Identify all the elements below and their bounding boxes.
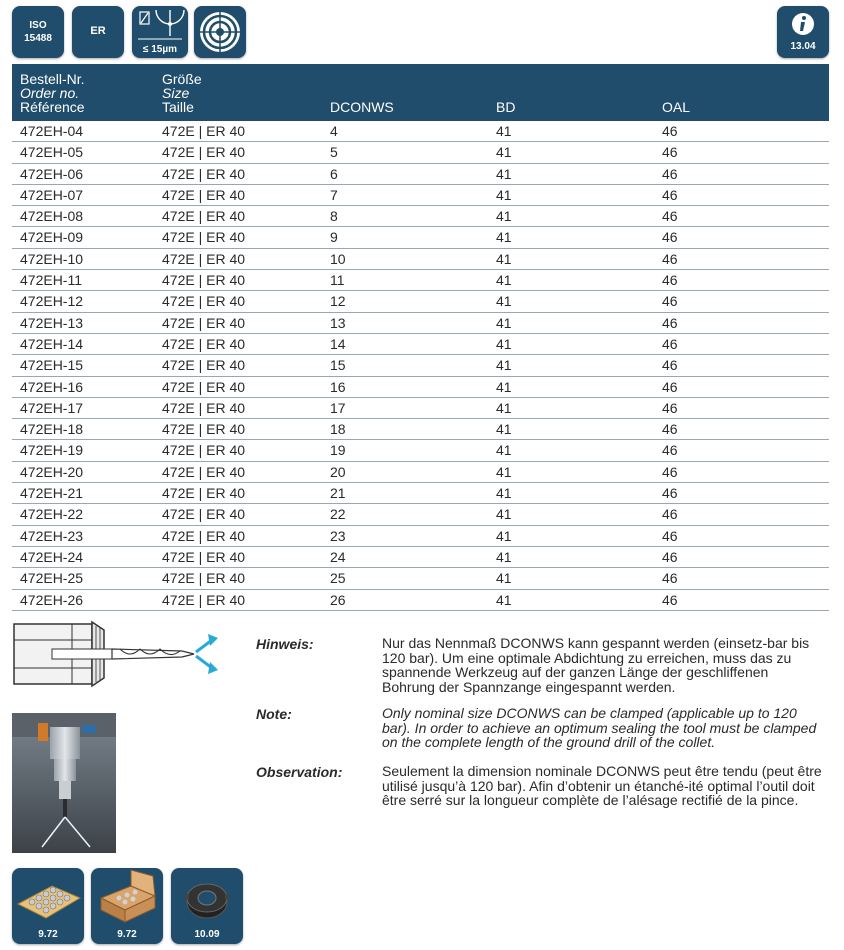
cell-order-number: 472EH-07	[20, 186, 84, 203]
cell-size: 472E | ER 40	[162, 421, 246, 438]
cell-dconws: 13	[330, 314, 346, 331]
product-table-body	[12, 121, 829, 611]
table-row	[12, 419, 829, 440]
note-label-en: Note:	[256, 706, 292, 722]
cell-order-number: 472EH-05	[20, 144, 84, 161]
cell-bd: 41	[496, 250, 512, 267]
cell-bd: 41	[496, 442, 512, 459]
cell-order-number: 472EH-23	[20, 527, 84, 544]
cell-dconws: 16	[330, 378, 346, 395]
cell-dconws: 7	[330, 186, 338, 203]
table-row	[12, 142, 829, 163]
cell-oal: 46	[662, 144, 678, 161]
cell-size: 472E | ER 40	[162, 229, 246, 246]
cell-bd: 41	[496, 485, 512, 502]
cell-size: 472E | ER 40	[162, 144, 246, 161]
cell-order-number: 472EH-25	[20, 570, 84, 587]
header-size-en: Size	[162, 85, 190, 101]
note-text-en: Only nominal size DCONWS can be clamped (applicable up to 120 bar). In order to achieve an optimum sealing the tool must be clamped on the complete length of the ground drill of the collet.	[382, 705, 817, 750]
header-order-fr: Référence	[20, 99, 85, 115]
cell-order-number: 472EH-12	[20, 293, 84, 310]
cell-order-number: 472EH-21	[20, 485, 84, 502]
table-row	[12, 270, 829, 291]
cell-dconws: 11	[330, 272, 345, 289]
cell-oal: 46	[662, 335, 678, 352]
cell-dconws: 23	[330, 527, 346, 544]
table-row	[12, 462, 829, 483]
cell-size: 472E | ER 40	[162, 399, 246, 416]
iso-line1: ISO	[29, 20, 47, 31]
collet-rack-icon	[12, 868, 84, 928]
cell-size: 472E | ER 40	[162, 570, 246, 587]
cell-order-number: 472EH-16	[20, 378, 84, 395]
accessory-clamping-nut[interactable]	[171, 868, 243, 944]
table-row	[12, 185, 829, 206]
table-row	[12, 504, 829, 525]
cell-size: 472E | ER 40	[162, 357, 246, 374]
note-text-fr: Seulement la dimension nominale DCONWS peut être tendu (peut être utilisé jusqu’à 120 bar). Afin d’obtenir un étanché-ité optimal l’outil doit être serré sur la longueur complète de l’alésage rectifié de la pince.	[382, 763, 822, 808]
table-row	[12, 313, 829, 334]
wooden-box-icon	[91, 868, 163, 928]
note-label-de: Hinweis:	[256, 636, 314, 652]
cell-dconws: 25	[330, 570, 346, 587]
cell-dconws: 22	[330, 506, 346, 523]
cell-oal: 46	[662, 506, 678, 523]
cell-oal: 46	[662, 485, 678, 502]
accessory-page-ref: 9.72	[38, 929, 58, 940]
cell-size: 472E | ER 40	[162, 272, 246, 289]
runout-label: ≤ 15µm	[142, 44, 178, 55]
cell-bd: 41	[496, 144, 512, 161]
cell-oal: 46	[662, 229, 678, 246]
table-row	[12, 547, 829, 568]
cell-size: 472E | ER 40	[162, 548, 246, 565]
cell-order-number: 472EH-19	[20, 442, 84, 459]
cell-order-number: 472EH-17	[20, 399, 84, 416]
cell-dconws: 9	[330, 229, 338, 246]
table-row	[12, 291, 829, 312]
cell-bd: 41	[496, 208, 512, 225]
cell-size: 472E | ER 40	[162, 165, 246, 182]
cell-dconws: 6	[330, 165, 338, 182]
cell-dconws: 21	[330, 485, 346, 502]
concentricity-badge	[194, 6, 246, 58]
cell-oal: 46	[662, 463, 678, 480]
cell-dconws: 14	[330, 335, 346, 352]
header-dconws: DCONWS	[330, 99, 394, 115]
cell-bd: 41	[496, 399, 512, 416]
cell-bd: 41	[496, 506, 512, 523]
cell-bd: 41	[496, 123, 512, 139]
cell-size: 472E | ER 40	[162, 314, 246, 331]
iso-15488-badge	[12, 6, 64, 58]
cell-oal: 46	[662, 272, 678, 289]
info-badge[interactable]	[777, 6, 829, 58]
cell-order-number: 472EH-14	[20, 335, 84, 352]
cell-oal: 46	[662, 548, 678, 565]
accessory-wooden-box[interactable]	[91, 868, 163, 944]
header-order-en: Order no.	[20, 85, 80, 101]
cell-order-number: 472EH-15	[20, 357, 84, 374]
cell-order-number: 472EH-06	[20, 165, 84, 182]
runout-badge	[132, 6, 188, 58]
cell-dconws: 10	[330, 250, 346, 267]
cell-bd: 41	[496, 314, 512, 331]
header-bd: BD	[496, 99, 516, 115]
collet-drill-drawing	[12, 618, 222, 690]
accessory-page-ref: 10.09	[194, 929, 220, 940]
cell-size: 472E | ER 40	[162, 527, 246, 544]
cell-oal: 46	[662, 442, 678, 459]
cell-size: 472E | ER 40	[162, 442, 246, 459]
cell-size: 472E | ER 40	[162, 250, 246, 267]
cell-oal: 46	[662, 399, 678, 416]
cell-order-number: 472EH-11	[20, 272, 83, 289]
cell-dconws: 5	[330, 144, 338, 161]
cell-order-number: 472EH-04	[20, 123, 84, 139]
table-header	[12, 64, 829, 121]
cell-bd: 41	[496, 165, 512, 182]
cell-oal: 46	[662, 186, 678, 203]
note-text-de: Nur das Nennmaß DCONWS kann gespannt werden (einsetz-bar bis 120 bar). Um eine optimale Abdichtung zu erreichen, muss das zu spannende Werkzeug auf der ganzen Länge der geschliffenen Bohrung der Spannzange eingespannt werden.	[382, 635, 810, 695]
table-row	[12, 526, 829, 547]
header-size-de: Größe	[162, 71, 202, 87]
cell-size: 472E | ER 40	[162, 186, 246, 203]
cell-order-number: 472EH-09	[20, 229, 84, 246]
cell-oal: 46	[662, 378, 678, 395]
cell-bd: 41	[496, 293, 512, 310]
cell-dconws: 8	[330, 208, 338, 225]
machine-spindle-photo	[12, 713, 116, 853]
cell-oal: 46	[662, 357, 678, 374]
table-row	[12, 334, 829, 355]
cell-oal: 46	[662, 421, 678, 438]
cell-dconws: 19	[330, 442, 346, 459]
table-row	[12, 440, 829, 461]
table-row	[12, 227, 829, 248]
cell-order-number: 472EH-20	[20, 463, 84, 480]
table-row	[12, 568, 829, 589]
cell-size: 472E | ER 40	[162, 208, 246, 225]
cell-size: 472E | ER 40	[162, 463, 246, 480]
header-size-fr: Taille	[162, 99, 194, 115]
cell-oal: 46	[662, 123, 678, 139]
iso-line2: 15488	[24, 33, 52, 44]
cell-oal: 46	[662, 165, 678, 182]
cell-size: 472E | ER 40	[162, 335, 246, 352]
cell-dconws: 26	[330, 591, 346, 608]
cell-dconws: 12	[330, 293, 346, 310]
table-row	[12, 121, 829, 142]
table-row	[12, 398, 829, 419]
cell-bd: 41	[496, 335, 512, 352]
cell-order-number: 472EH-08	[20, 208, 84, 225]
cell-bd: 41	[496, 527, 512, 544]
table-row	[12, 355, 829, 376]
cell-bd: 41	[496, 463, 512, 480]
table-row	[12, 206, 829, 227]
cell-order-number: 472EH-10	[20, 250, 84, 267]
clamping-nut-icon	[171, 868, 243, 928]
cell-bd: 41	[496, 186, 512, 203]
cell-bd: 41	[496, 272, 512, 289]
table-row	[12, 590, 829, 611]
cell-oal: 46	[662, 527, 678, 544]
cell-size: 472E | ER 40	[162, 293, 246, 310]
cell-order-number: 472EH-18	[20, 421, 84, 438]
cell-dconws: 24	[330, 548, 346, 565]
concentricity-target-icon	[194, 6, 246, 58]
er-badge	[72, 6, 124, 58]
cell-oal: 46	[662, 250, 678, 267]
cell-dconws: 20	[330, 463, 346, 480]
cell-order-number: 472EH-13	[20, 314, 84, 331]
cell-oal: 46	[662, 570, 678, 587]
cell-oal: 46	[662, 208, 678, 225]
cell-bd: 41	[496, 378, 512, 395]
info-icon	[777, 6, 829, 40]
cell-oal: 46	[662, 314, 678, 331]
cell-oal: 46	[662, 591, 678, 608]
table-row	[12, 249, 829, 270]
cell-size: 472E | ER 40	[162, 591, 246, 608]
header-order-de: Bestell-Nr.	[20, 71, 85, 87]
cell-order-number: 472EH-26	[20, 591, 84, 608]
cell-size: 472E | ER 40	[162, 378, 246, 395]
cell-size: 472E | ER 40	[162, 506, 246, 523]
cell-size: 472E | ER 40	[162, 123, 246, 139]
cell-size: 472E | ER 40	[162, 485, 246, 502]
cell-order-number: 472EH-22	[20, 506, 84, 523]
cell-dconws: 17	[330, 399, 346, 416]
cell-dconws: 18	[330, 421, 346, 438]
table-row	[12, 483, 829, 504]
cell-bd: 41	[496, 229, 512, 246]
info-page-ref: 13.04	[790, 41, 816, 52]
table-row	[12, 377, 829, 398]
accessory-page-ref: 9.72	[117, 929, 137, 940]
note-label-fr: Observation:	[256, 764, 343, 780]
cell-oal: 46	[662, 293, 678, 310]
cell-bd: 41	[496, 421, 512, 438]
table-row	[12, 164, 829, 185]
cell-bd: 41	[496, 591, 512, 608]
cell-dconws: 4	[330, 123, 338, 139]
cell-bd: 41	[496, 357, 512, 374]
cell-dconws: 15	[330, 357, 346, 374]
header-oal: OAL	[662, 99, 691, 115]
er-label: ER	[90, 25, 106, 37]
cell-order-number: 472EH-24	[20, 548, 84, 565]
cell-bd: 41	[496, 570, 512, 587]
accessory-collet-rack[interactable]	[12, 868, 84, 944]
runout-gauge-icon	[132, 6, 188, 44]
cell-bd: 41	[496, 548, 512, 565]
